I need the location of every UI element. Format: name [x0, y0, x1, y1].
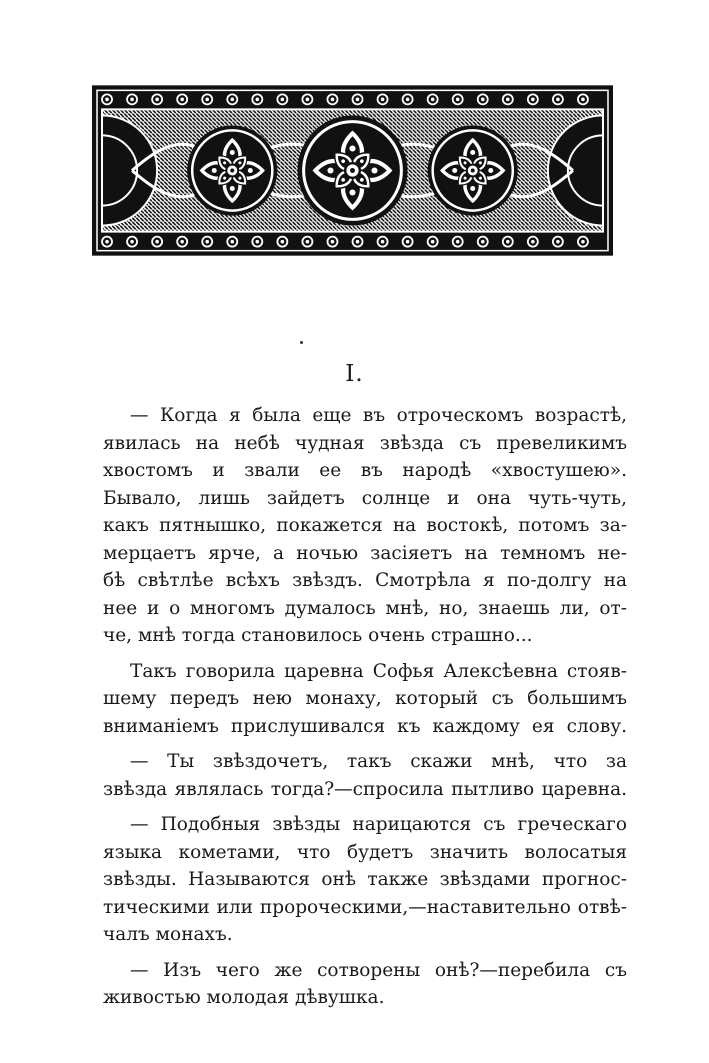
paragraph [103, 402, 627, 650]
ornamental-headpiece [92, 85, 613, 256]
text-line: звѣзда являлась тогда?—спросила пытливо царевна. [103, 778, 627, 800]
text-line: Такъ говорила царевна Софья Алексѣевна стояв- [130, 660, 627, 682]
text-line: тическими или пророческими,—наставительно отвѣ- [103, 896, 627, 918]
text-line: Бывало, лишь зайдетъ солнце и она чуть-чуть, [103, 487, 627, 509]
chapter-number: I. [345, 361, 364, 387]
text-line: хвостомъ и звали ее въ народѣ «хвостушею». [103, 460, 627, 481]
text-line: — Ты звѣздочетъ, такъ скажи мнѣ, что за [130, 751, 627, 772]
text-line: бѣ свѣтлѣе всѣхъ звѣздъ. Смотрѣла я по-долгу на [103, 570, 627, 591]
text-line: — Подобныя звѣзды нарицаются съ греческаго [130, 814, 627, 835]
text-line: шему передъ нею монаху, который съ большимъ [103, 688, 627, 709]
paragraph [103, 811, 627, 949]
text-line: чалъ монахъ. [103, 924, 233, 945]
stray-mark [300, 341, 303, 344]
text-line: явилась на небѣ чудная звѣзда съ превеликимъ [103, 432, 627, 454]
text-line: какъ пятнышко, покажется на востокѣ, потомъ за- [103, 515, 627, 536]
text-line: мерцаетъ ярче, а ночью засiяетъ на темномъ не- [103, 542, 627, 564]
body-text [103, 402, 627, 1020]
paragraph [103, 957, 627, 1012]
text-line: вниманiемъ прислушивался къ каждому ея слову. [103, 715, 627, 737]
text-line: че, мнѣ тогда становилось очень страшно... [103, 625, 533, 646]
text-line: нее и о многомъ думалось мнѣ, но, знаешь ли, от- [103, 597, 627, 619]
text-line: языка кометами, что будетъ значить волосатыя [103, 841, 627, 863]
paragraph [103, 658, 627, 741]
paragraph [103, 748, 627, 803]
text-line: — Изъ чего же сотворены онѣ?—перебила съ [130, 959, 627, 981]
text-line: звѣзды. Называются онѣ также звѣздами прогнос- [103, 869, 627, 890]
text-line: живостью молодая дѣвушка. [103, 987, 385, 1008]
text-line: — Когда я была еще въ отроческомъ возрастѣ, [130, 405, 627, 426]
